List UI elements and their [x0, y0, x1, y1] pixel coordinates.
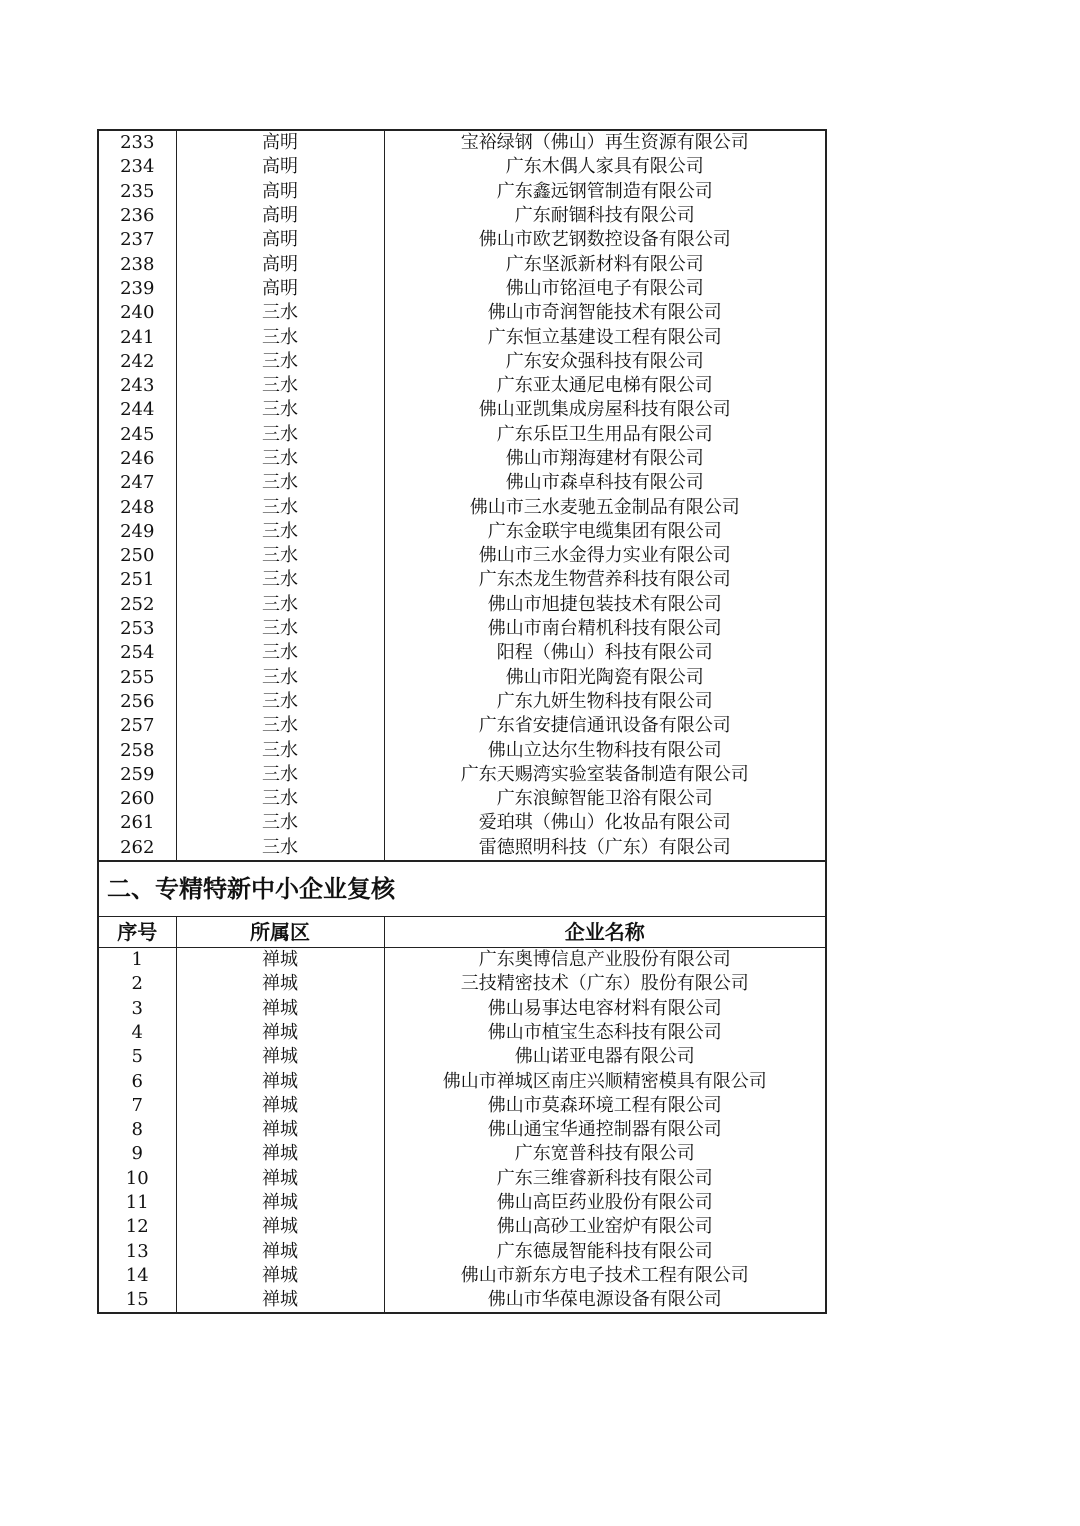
table-row [98, 1021, 826, 1045]
row-district: 禅城 [176, 1094, 384, 1118]
table-row [98, 738, 826, 762]
table-row [98, 544, 826, 568]
row-company: 佛山市三水麦驰五金制品有限公司 [384, 495, 826, 519]
section-2 [98, 861, 826, 948]
row-district: 高明 [176, 204, 384, 228]
row-number: 2 [98, 972, 176, 996]
row-district: 三水 [176, 471, 384, 495]
row-number: 237 [98, 228, 176, 252]
table-row [98, 1167, 826, 1191]
row-company: 广东浪鲸智能卫浴有限公司 [384, 787, 826, 811]
row-district: 禅城 [176, 947, 384, 972]
row-number: 254 [98, 641, 176, 665]
row-company: 佛山市禅城区南庄兴顺精密模具有限公司 [384, 1069, 826, 1093]
row-district: 高明 [176, 252, 384, 276]
row-company: 佛山市三水金得力实业有限公司 [384, 544, 826, 568]
row-number: 244 [98, 398, 176, 422]
row-district: 禅城 [176, 1264, 384, 1288]
row-number: 6 [98, 1069, 176, 1093]
table-row [98, 252, 826, 276]
table-row [98, 1118, 826, 1142]
row-company: 佛山市新东方电子技术工程有限公司 [384, 1264, 826, 1288]
row-number: 258 [98, 738, 176, 762]
table-row [98, 1215, 826, 1239]
table-row [98, 947, 826, 972]
row-district: 三水 [176, 738, 384, 762]
row-number: 12 [98, 1215, 176, 1239]
row-number: 252 [98, 593, 176, 617]
table-row [98, 1288, 826, 1313]
table-part-2 [98, 947, 826, 1313]
table-row [98, 204, 826, 228]
row-district: 禅城 [176, 1288, 384, 1313]
row-number: 261 [98, 811, 176, 835]
row-company: 佛山市阳光陶瓷有限公司 [384, 666, 826, 690]
header-district: 所属区 [176, 916, 384, 947]
row-company: 佛山高臣药业股份有限公司 [384, 1191, 826, 1215]
row-number: 8 [98, 1118, 176, 1142]
row-company: 佛山市森卓科技有限公司 [384, 471, 826, 495]
row-number: 1 [98, 947, 176, 972]
row-number: 256 [98, 690, 176, 714]
row-district: 禅城 [176, 1069, 384, 1093]
row-company: 广东安众强科技有限公司 [384, 350, 826, 374]
table-row [98, 836, 826, 861]
section-title-row [98, 861, 826, 917]
row-number: 250 [98, 544, 176, 568]
enterprise-list-document [97, 129, 825, 1314]
row-company: 广东宽普科技有限公司 [384, 1142, 826, 1166]
row-number: 239 [98, 277, 176, 301]
row-company: 爱珀琪（佛山）化妆品有限公司 [384, 811, 826, 835]
row-company: 广东耐锢科技有限公司 [384, 204, 826, 228]
row-company: 佛山市奇润智能技术有限公司 [384, 301, 826, 325]
row-company: 广东天赐湾实验室装备制造有限公司 [384, 763, 826, 787]
row-district: 禅城 [176, 1118, 384, 1142]
row-district: 三水 [176, 593, 384, 617]
table-row [98, 277, 826, 301]
table-row [98, 1191, 826, 1215]
table-row [98, 1094, 826, 1118]
row-number: 245 [98, 423, 176, 447]
row-company: 佛山市旭捷包装技术有限公司 [384, 593, 826, 617]
table-row [98, 228, 826, 252]
row-district: 三水 [176, 447, 384, 471]
row-district: 高明 [176, 155, 384, 179]
row-district: 高明 [176, 130, 384, 155]
row-company: 佛山通宝华通控制器有限公司 [384, 1118, 826, 1142]
row-number: 9 [98, 1142, 176, 1166]
row-company: 佛山高砂工业窑炉有限公司 [384, 1215, 826, 1239]
table-row [98, 447, 826, 471]
table-row [98, 690, 826, 714]
row-district: 禅城 [176, 1191, 384, 1215]
table-row [98, 520, 826, 544]
row-district: 禅城 [176, 1239, 384, 1263]
row-company: 广东杰龙生物营养科技有限公司 [384, 568, 826, 592]
header-company: 企业名称 [384, 916, 826, 947]
row-district: 三水 [176, 398, 384, 422]
row-district: 三水 [176, 423, 384, 447]
row-company: 广东德晟智能科技有限公司 [384, 1239, 826, 1263]
row-company: 佛山市南台精机科技有限公司 [384, 617, 826, 641]
row-company: 佛山市植宝生态科技有限公司 [384, 1021, 826, 1045]
row-number: 13 [98, 1239, 176, 1263]
row-number: 246 [98, 447, 176, 471]
row-number: 10 [98, 1167, 176, 1191]
row-company: 佛山立达尔生物科技有限公司 [384, 738, 826, 762]
row-company: 佛山市莫森环境工程有限公司 [384, 1094, 826, 1118]
row-number: 235 [98, 180, 176, 204]
row-number: 247 [98, 471, 176, 495]
row-number: 241 [98, 325, 176, 349]
row-district: 禅城 [176, 1021, 384, 1045]
table-part-1 [98, 130, 826, 861]
header-no: 序号 [98, 916, 176, 947]
row-number: 11 [98, 1191, 176, 1215]
row-company: 宝裕绿钢（佛山）再生资源有限公司 [384, 130, 826, 155]
row-company: 广东三维睿新科技有限公司 [384, 1167, 826, 1191]
table-row [98, 1142, 826, 1166]
row-number: 15 [98, 1288, 176, 1313]
table-row [98, 350, 826, 374]
row-district: 禅城 [176, 1045, 384, 1069]
table-row [98, 325, 826, 349]
table-row [98, 398, 826, 422]
table-row [98, 763, 826, 787]
row-company: 广东乐臣卫生用品有限公司 [384, 423, 826, 447]
row-company: 广东奥博信息产业股份有限公司 [384, 947, 826, 972]
row-company: 阳程（佛山）科技有限公司 [384, 641, 826, 665]
table-row [98, 568, 826, 592]
row-number: 253 [98, 617, 176, 641]
table-row [98, 1045, 826, 1069]
table-row [98, 617, 826, 641]
row-number: 249 [98, 520, 176, 544]
row-number: 255 [98, 666, 176, 690]
row-district: 禅城 [176, 1142, 384, 1166]
row-company: 佛山市华葆电源设备有限公司 [384, 1288, 826, 1313]
table-row [98, 787, 826, 811]
table-row [98, 593, 826, 617]
row-company: 广东恒立基建设工程有限公司 [384, 325, 826, 349]
row-number: 238 [98, 252, 176, 276]
row-company: 广东九妍生物科技有限公司 [384, 690, 826, 714]
table-row [98, 301, 826, 325]
row-district: 三水 [176, 666, 384, 690]
row-number: 242 [98, 350, 176, 374]
row-number: 236 [98, 204, 176, 228]
row-number: 248 [98, 495, 176, 519]
row-district: 三水 [176, 787, 384, 811]
row-number: 251 [98, 568, 176, 592]
row-number: 3 [98, 997, 176, 1021]
row-company: 广东鑫远钢管制造有限公司 [384, 180, 826, 204]
row-number: 260 [98, 787, 176, 811]
table-row [98, 1264, 826, 1288]
table-row [98, 1069, 826, 1093]
row-company: 雷德照明科技（广东）有限公司 [384, 836, 826, 861]
table-row [98, 180, 826, 204]
row-number: 234 [98, 155, 176, 179]
table-row [98, 155, 826, 179]
row-district: 三水 [176, 763, 384, 787]
row-district: 三水 [176, 836, 384, 861]
table-row [98, 811, 826, 835]
table-row [98, 130, 826, 155]
table-row [98, 714, 826, 738]
row-company: 佛山诺亚电器有限公司 [384, 1045, 826, 1069]
row-district: 三水 [176, 374, 384, 398]
row-company: 广东省安捷信通讯设备有限公司 [384, 714, 826, 738]
row-district: 三水 [176, 520, 384, 544]
row-company: 广东亚太通尼电梯有限公司 [384, 374, 826, 398]
row-company: 佛山市翔海建材有限公司 [384, 447, 826, 471]
row-district: 禅城 [176, 1167, 384, 1191]
row-company: 佛山亚凯集成房屋科技有限公司 [384, 398, 826, 422]
row-company: 广东金联宇电缆集团有限公司 [384, 520, 826, 544]
row-district: 高明 [176, 180, 384, 204]
table-row [98, 666, 826, 690]
table-header-row [98, 916, 826, 947]
row-district: 三水 [176, 350, 384, 374]
row-company: 佛山市欧艺钢数控设备有限公司 [384, 228, 826, 252]
row-number: 4 [98, 1021, 176, 1045]
enterprise-table [97, 129, 827, 1314]
row-district: 三水 [176, 641, 384, 665]
row-district: 禅城 [176, 1215, 384, 1239]
table-row [98, 374, 826, 398]
row-number: 240 [98, 301, 176, 325]
row-district: 三水 [176, 325, 384, 349]
row-district: 三水 [176, 495, 384, 519]
row-district: 三水 [176, 714, 384, 738]
row-number: 259 [98, 763, 176, 787]
row-number: 7 [98, 1094, 176, 1118]
row-number: 5 [98, 1045, 176, 1069]
table-row [98, 471, 826, 495]
row-number: 14 [98, 1264, 176, 1288]
row-district: 三水 [176, 301, 384, 325]
row-company: 广东坚派新材料有限公司 [384, 252, 826, 276]
table-row [98, 641, 826, 665]
row-company: 佛山易事达电容材料有限公司 [384, 997, 826, 1021]
row-district: 高明 [176, 228, 384, 252]
table-row [98, 495, 826, 519]
row-district: 禅城 [176, 997, 384, 1021]
row-district: 禅城 [176, 972, 384, 996]
row-number: 243 [98, 374, 176, 398]
row-number: 262 [98, 836, 176, 861]
row-district: 三水 [176, 544, 384, 568]
table-row [98, 423, 826, 447]
row-company: 三技精密技术（广东）股份有限公司 [384, 972, 826, 996]
row-district: 三水 [176, 811, 384, 835]
row-number: 233 [98, 130, 176, 155]
table-row [98, 972, 826, 996]
table-row [98, 997, 826, 1021]
table-row [98, 1239, 826, 1263]
row-company: 广东木偶人家具有限公司 [384, 155, 826, 179]
row-district: 三水 [176, 568, 384, 592]
row-number: 257 [98, 714, 176, 738]
section-title: 二、专精特新中小企业复核 [98, 861, 826, 917]
row-district: 高明 [176, 277, 384, 301]
row-district: 三水 [176, 617, 384, 641]
row-district: 三水 [176, 690, 384, 714]
row-company: 佛山市铭洹电子有限公司 [384, 277, 826, 301]
